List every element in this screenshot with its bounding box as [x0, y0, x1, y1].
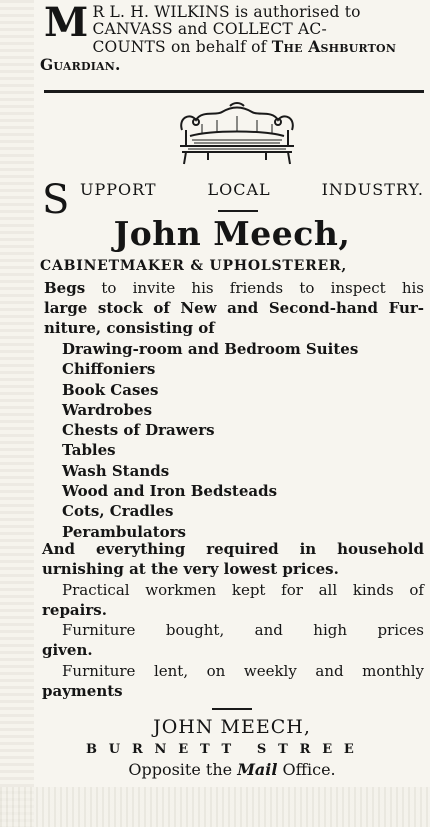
closing-line-7 — [42, 661, 424, 681]
closing-word: for — [281, 580, 303, 599]
list-item: Wash Stands — [62, 461, 170, 480]
closing-word: and — [315, 661, 344, 680]
closing-line-6: given. — [42, 641, 93, 660]
intro-line-1 — [44, 278, 424, 298]
furniture-list — [62, 339, 424, 542]
intro-word: his — [191, 279, 214, 297]
closing-word: all — [318, 580, 338, 599]
intro-word: to — [101, 279, 117, 297]
closing-word: of — [409, 580, 424, 599]
location-prefix: Opposite the — [128, 760, 238, 779]
closing-word: monthly — [362, 661, 424, 680]
notice-drop-cap: M — [44, 0, 89, 46]
intro-line-2 — [44, 298, 424, 318]
list-item: Drawing-room and Bedroom Suites — [62, 340, 359, 358]
street-letter: R — [131, 742, 145, 757]
heading-rule — [218, 210, 258, 212]
signature-rule — [212, 708, 252, 710]
notice-line-2: CANVASS and COLLECT AC- — [92, 20, 327, 38]
intro-word: and — [227, 299, 259, 317]
intro-word: Second-hand — [268, 299, 378, 317]
closing-line-3 — [42, 580, 424, 600]
intro-word: of — [153, 299, 170, 317]
list-item: Tables — [62, 441, 116, 460]
list-item: Cots, Cradles — [62, 502, 174, 521]
list-item: Wood and Iron Bedsteads — [62, 482, 278, 501]
street-letter: U — [108, 742, 123, 757]
intro-word: Begs — [44, 279, 86, 297]
list-item: Chests of Drawers — [62, 421, 215, 440]
closing-word: required — [206, 540, 279, 558]
street-letter: S — [256, 742, 269, 757]
closing-word: everything — [95, 540, 186, 558]
intro-word: invite — [132, 279, 176, 297]
signature-location — [40, 760, 424, 779]
closing-line-4: repairs. — [42, 600, 107, 619]
intro-word: friends — [229, 279, 284, 297]
street-letter: R — [299, 742, 313, 757]
location-paper: Mail — [237, 760, 278, 779]
scan-bottom-grain — [0, 787, 430, 827]
notice-line-3 — [40, 38, 424, 56]
closing-word: and — [254, 621, 283, 640]
street-letter: T — [221, 742, 234, 757]
notice-paper-name-end: Guardian. — [40, 55, 121, 74]
advertiser-trade: CABINETMAKER & UPHOLSTERER, — [40, 258, 348, 274]
street-letter: B — [86, 742, 99, 757]
advertiser-name: John Meech, — [113, 214, 351, 253]
sofa-illustration — [172, 100, 302, 170]
closing-word: workmen — [145, 580, 217, 599]
heading-word-local: LOCAL — [207, 180, 271, 199]
closing-word: household — [337, 540, 424, 558]
heading-drop-cap: S — [42, 177, 70, 223]
closing-word: Practical — [62, 580, 130, 599]
street-letter: T — [278, 742, 290, 757]
closing-word: Furniture — [62, 621, 136, 640]
intro-word: inspect — [330, 279, 386, 297]
list-item: Book Cases — [62, 380, 159, 399]
list-item: Perambulators — [62, 522, 187, 541]
closing-word: bought, — [165, 621, 225, 640]
street-letter: N — [154, 742, 169, 757]
intro-paragraph — [44, 278, 424, 338]
closing-paragraphs — [42, 539, 424, 701]
heading-word-industry: INDUSTRY. — [321, 180, 424, 199]
intro-word: New — [180, 299, 217, 317]
street-letter: E — [178, 742, 191, 757]
list-item: Wardrobes — [62, 400, 153, 419]
closing-word: prices — [377, 621, 424, 640]
street-letter: T — [199, 742, 212, 757]
notice-line-3-prefix: COUNTS on behalf of — [92, 38, 272, 56]
list-item: Chiffoniers — [62, 360, 156, 379]
closing-word: kept — [231, 580, 266, 599]
canvasser-notice — [40, 0, 424, 74]
signature-name: JOHN MEECH, — [153, 716, 311, 738]
intro-word: his — [401, 279, 424, 297]
notice-line-1: R L. H. WILKINS is authorised to — [92, 3, 361, 21]
notice-paper-name: The Ashburton — [271, 37, 397, 56]
closing-word: And — [42, 540, 76, 558]
closing-word: Furniture — [62, 661, 136, 680]
section-divider — [44, 90, 424, 93]
location-suffix: Office. — [277, 760, 336, 779]
scan-edge-grain — [0, 0, 34, 827]
heading-words — [80, 180, 424, 199]
intro-word: stock — [97, 299, 143, 317]
street-letter: E — [322, 742, 335, 757]
heading-word-support: UPPORT — [80, 180, 157, 199]
closing-word: on — [206, 661, 226, 680]
closing-word: kinds — [352, 580, 394, 599]
closing-line-1 — [42, 539, 424, 559]
intro-word: to — [299, 279, 315, 297]
intro-word: Fur- — [388, 299, 424, 317]
intro-word: large — [44, 299, 88, 317]
intro-line-3: niture, consisting of — [44, 319, 215, 337]
closing-word: in — [299, 540, 317, 558]
closing-line-5 — [42, 620, 424, 640]
closing-line-8: payments — [42, 682, 123, 701]
street-letter: E — [343, 742, 356, 757]
signature-street — [86, 742, 356, 757]
closing-word: high — [313, 621, 348, 640]
closing-line-2: urnishing at the very lowest prices. — [42, 560, 339, 579]
closing-word: lent, — [153, 661, 189, 680]
closing-word: weekly — [243, 661, 297, 680]
